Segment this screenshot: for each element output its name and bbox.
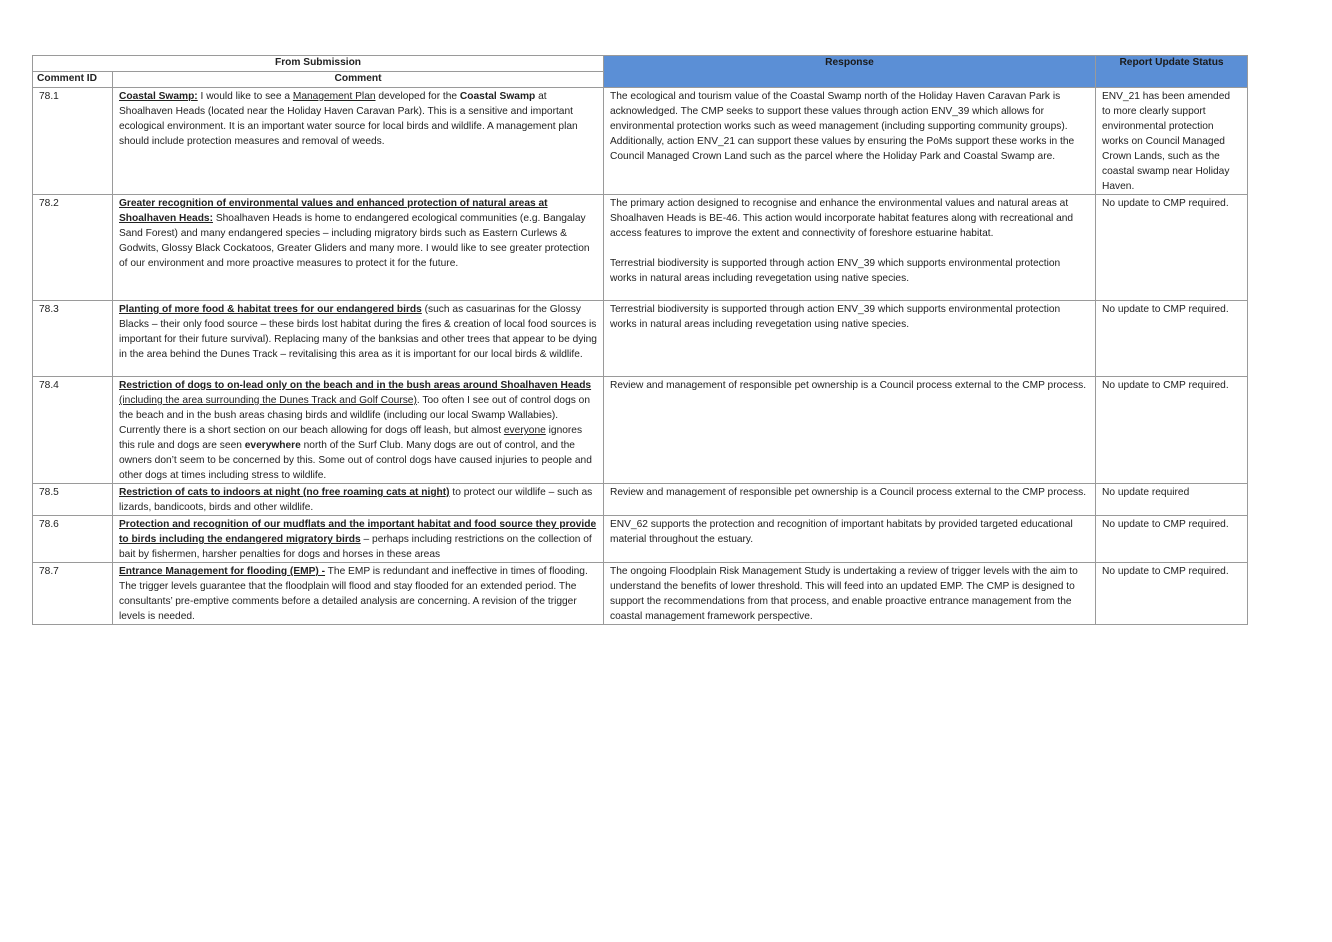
- comment-id-cell: 78.1: [33, 88, 113, 195]
- comment-id-header: Comment ID: [33, 72, 113, 88]
- response-paragraph: ENV_62 supports the protection and recognition of important habitats by provided targeted educational material throughout the estuary.: [610, 519, 1073, 545]
- paragraph-gap: [610, 241, 1089, 256]
- comment-id-cell: 78.7: [33, 563, 113, 625]
- comment-text-segment: Planting of more food & habitat trees for our endangered birds: [119, 304, 422, 315]
- comment-cell: [113, 88, 604, 195]
- response-cell: [604, 563, 1096, 625]
- response-cell: [604, 516, 1096, 563]
- comment-cell: [113, 563, 604, 625]
- comment-text-segment: . Too often I see out of control dogs on the beach and in the bush areas chasing birds and wildlife (including our local Swamp Wallabies). Currently there is a short section on our beach allowing for dogs off leash, but almost: [119, 395, 590, 436]
- comment-id-cell: 78.4: [33, 377, 113, 484]
- table-body: [33, 88, 1248, 625]
- response-paragraph: Review and management of responsible pet ownership is a Council process external to the CMP process.: [610, 380, 1087, 391]
- comment-text-segment: Restriction of cats to indoors at night (no free roaming cats at night): [119, 487, 450, 498]
- comment-text-segment: ignores this rule and dogs are seen: [119, 425, 583, 451]
- comment-cell: [113, 484, 604, 516]
- report-update-status-header: Report Update Status: [1096, 56, 1248, 88]
- status-cell: ENV_21 has been amended to more clearly support environmental protection works on Council Managed Crown Lands, such as the coastal swamp near Holiday Haven.: [1096, 88, 1248, 195]
- comment-cell: [113, 301, 604, 377]
- from-submission-header: From Submission: [33, 56, 604, 72]
- table-row: [33, 301, 1248, 377]
- comment-text-segment: (such as casuarinas for the Glossy Blacks – their only food source – these birds lost habitat during the fires & creation of local food sources is important for their future survival). Replacing many of the banksias and other trees that appear to be dying in the area behind the Dunes Track – revitalising this area as it is important for our local birds & wildlife.: [119, 304, 597, 360]
- comment-id-cell: 78.2: [33, 195, 113, 301]
- status-cell: No update to CMP required.: [1096, 301, 1248, 377]
- status-cell: No update to CMP required.: [1096, 195, 1248, 301]
- comment-text-segment: The EMP is redundant and ineffective in times of flooding. The trigger levels guarantee that the floodplain will flood and stay flooded for an extended period. The consultants’ pre-emptive comments before a detailed analysis are concerning. A revision of the trigger levels is needed.: [119, 566, 588, 622]
- response-cell: [604, 88, 1096, 195]
- comment-text-segment: Entrance Management for flooding (EMP) -: [119, 566, 326, 577]
- response-cell: [604, 484, 1096, 516]
- response-cell: [604, 195, 1096, 301]
- comment-text-segment: I would like to see a: [197, 91, 293, 102]
- comment-text-segment: Coastal Swamp:: [119, 91, 198, 102]
- comment-text-segment: Restriction of dogs to on-lead only on the beach and in the bush areas around Shoalhaven Heads: [119, 380, 592, 391]
- response-cell: [604, 301, 1096, 377]
- comment-cell: [113, 377, 604, 484]
- comment-text-segment: Protection and recognition of our mudflats and the important habitat and food source they provide to birds including the endangered migratory birds: [119, 519, 597, 545]
- table-row: [33, 377, 1248, 484]
- response-paragraph: Terrestrial biodiversity is supported through action ENV_39 which supports environmental protection works in natural areas including revegetation using native species.: [610, 258, 1061, 284]
- comment-text-segment: north of the Surf Club. Many dogs are out of control, and the owners don’t seem to be concerned by this. Some out of control dogs have caused injuries to people and other dogs at times including stress to wildlife.: [119, 440, 592, 481]
- comment-text-segment: Shoalhaven Heads is home to endangered ecological communities (e.g. Bangalay Sand Forest) and many endangered species – including migratory birds such as Eastern Curlews & Godwits, Glossy Black Cockatoos, Greater Gliders and many more. I would like to see greater protection of our environment and more proactive measures to protect it for the future.: [119, 213, 590, 269]
- comment-text-segment: at Shoalhaven Heads (located near the Holiday Haven Caravan Park). This is a sensitive and important ecological environment. It is an important water source for local birds and wildlife. A management plan should include protection measures and removal of weeds.: [119, 91, 578, 147]
- comment-text-segment: everywhere: [244, 440, 301, 451]
- comment-id-cell: 78.6: [33, 516, 113, 563]
- status-cell: No update to CMP required.: [1096, 377, 1248, 484]
- comment-text-segment: Greater recognition of environmental values and enhanced protection of natural areas at Shoalhaven Heads:: [119, 198, 548, 224]
- comment-text-segment: to protect our wildlife – such as lizards, bandicoots, birds and other wildlife.: [119, 487, 593, 513]
- response-paragraph: The ecological and tourism value of the Coastal Swamp north of the Holiday Haven Caravan Park is acknowledged. The CMP seeks to support these values through action ENV_39 which allows for environmental protection works such as weed management (including supporting community groups). Additionally, action ENV_21 can support these values by ensuring the PoMs support these works in the Council Managed Crown Land such as the parcel where the Holiday Park and Coastal Swamp are.: [610, 91, 1075, 162]
- comment-id-cell: 78.5: [33, 484, 113, 516]
- table-row: [33, 563, 1248, 625]
- table-row: [33, 516, 1248, 563]
- table-row: [33, 484, 1248, 516]
- comment-text-segment: developed for the: [375, 91, 460, 102]
- comment-text-segment: (including the area surrounding the Dunes Track and Golf Course): [119, 395, 417, 406]
- response-cell: [604, 377, 1096, 484]
- response-paragraph: Review and management of responsible pet ownership is a Council process external to the CMP process.: [610, 487, 1087, 498]
- comment-text-segment: Management Plan: [292, 91, 376, 102]
- comment-id-cell: 78.3: [33, 301, 113, 377]
- response-paragraph: Terrestrial biodiversity is supported through action ENV_39 which supports environmental protection works in natural areas including revegetation using native species.: [610, 304, 1061, 330]
- comment-text-segment: everyone: [503, 425, 546, 436]
- status-cell: No update to CMP required.: [1096, 563, 1248, 625]
- comment-cell: [113, 195, 604, 301]
- response-paragraph: The ongoing Floodplain Risk Management Study is undertaking a review of trigger levels with the aim to understand the benefits of lower threshold. This will feed into an updated EMP. The CMP is designed to support the recommendations from that process, and enable proactive entrance management from the coastal management framework perspective.: [610, 566, 1078, 622]
- comment-text-segment: Coastal Swamp: [459, 91, 536, 102]
- status-cell: No update required: [1096, 484, 1248, 516]
- status-cell: No update to CMP required.: [1096, 516, 1248, 563]
- response-header: Response: [604, 56, 1096, 88]
- comment-text-segment: – perhaps including restrictions on the collection of bait by fishermen, harsher penalties for dogs and horses in these areas: [119, 534, 592, 560]
- response-paragraph: The primary action designed to recognise and enhance the environmental values and natural areas at Shoalhaven Heads is BE-46. This action would incorporate habitat features along with recreational and access features to improve the extent and connectivity of foreshore estuarine habitat.: [610, 198, 1074, 239]
- table-row: [33, 195, 1248, 301]
- comment-cell: [113, 516, 604, 563]
- submissions-table: [32, 55, 1248, 625]
- table-row: [33, 88, 1248, 195]
- comment-header: Comment: [113, 72, 604, 88]
